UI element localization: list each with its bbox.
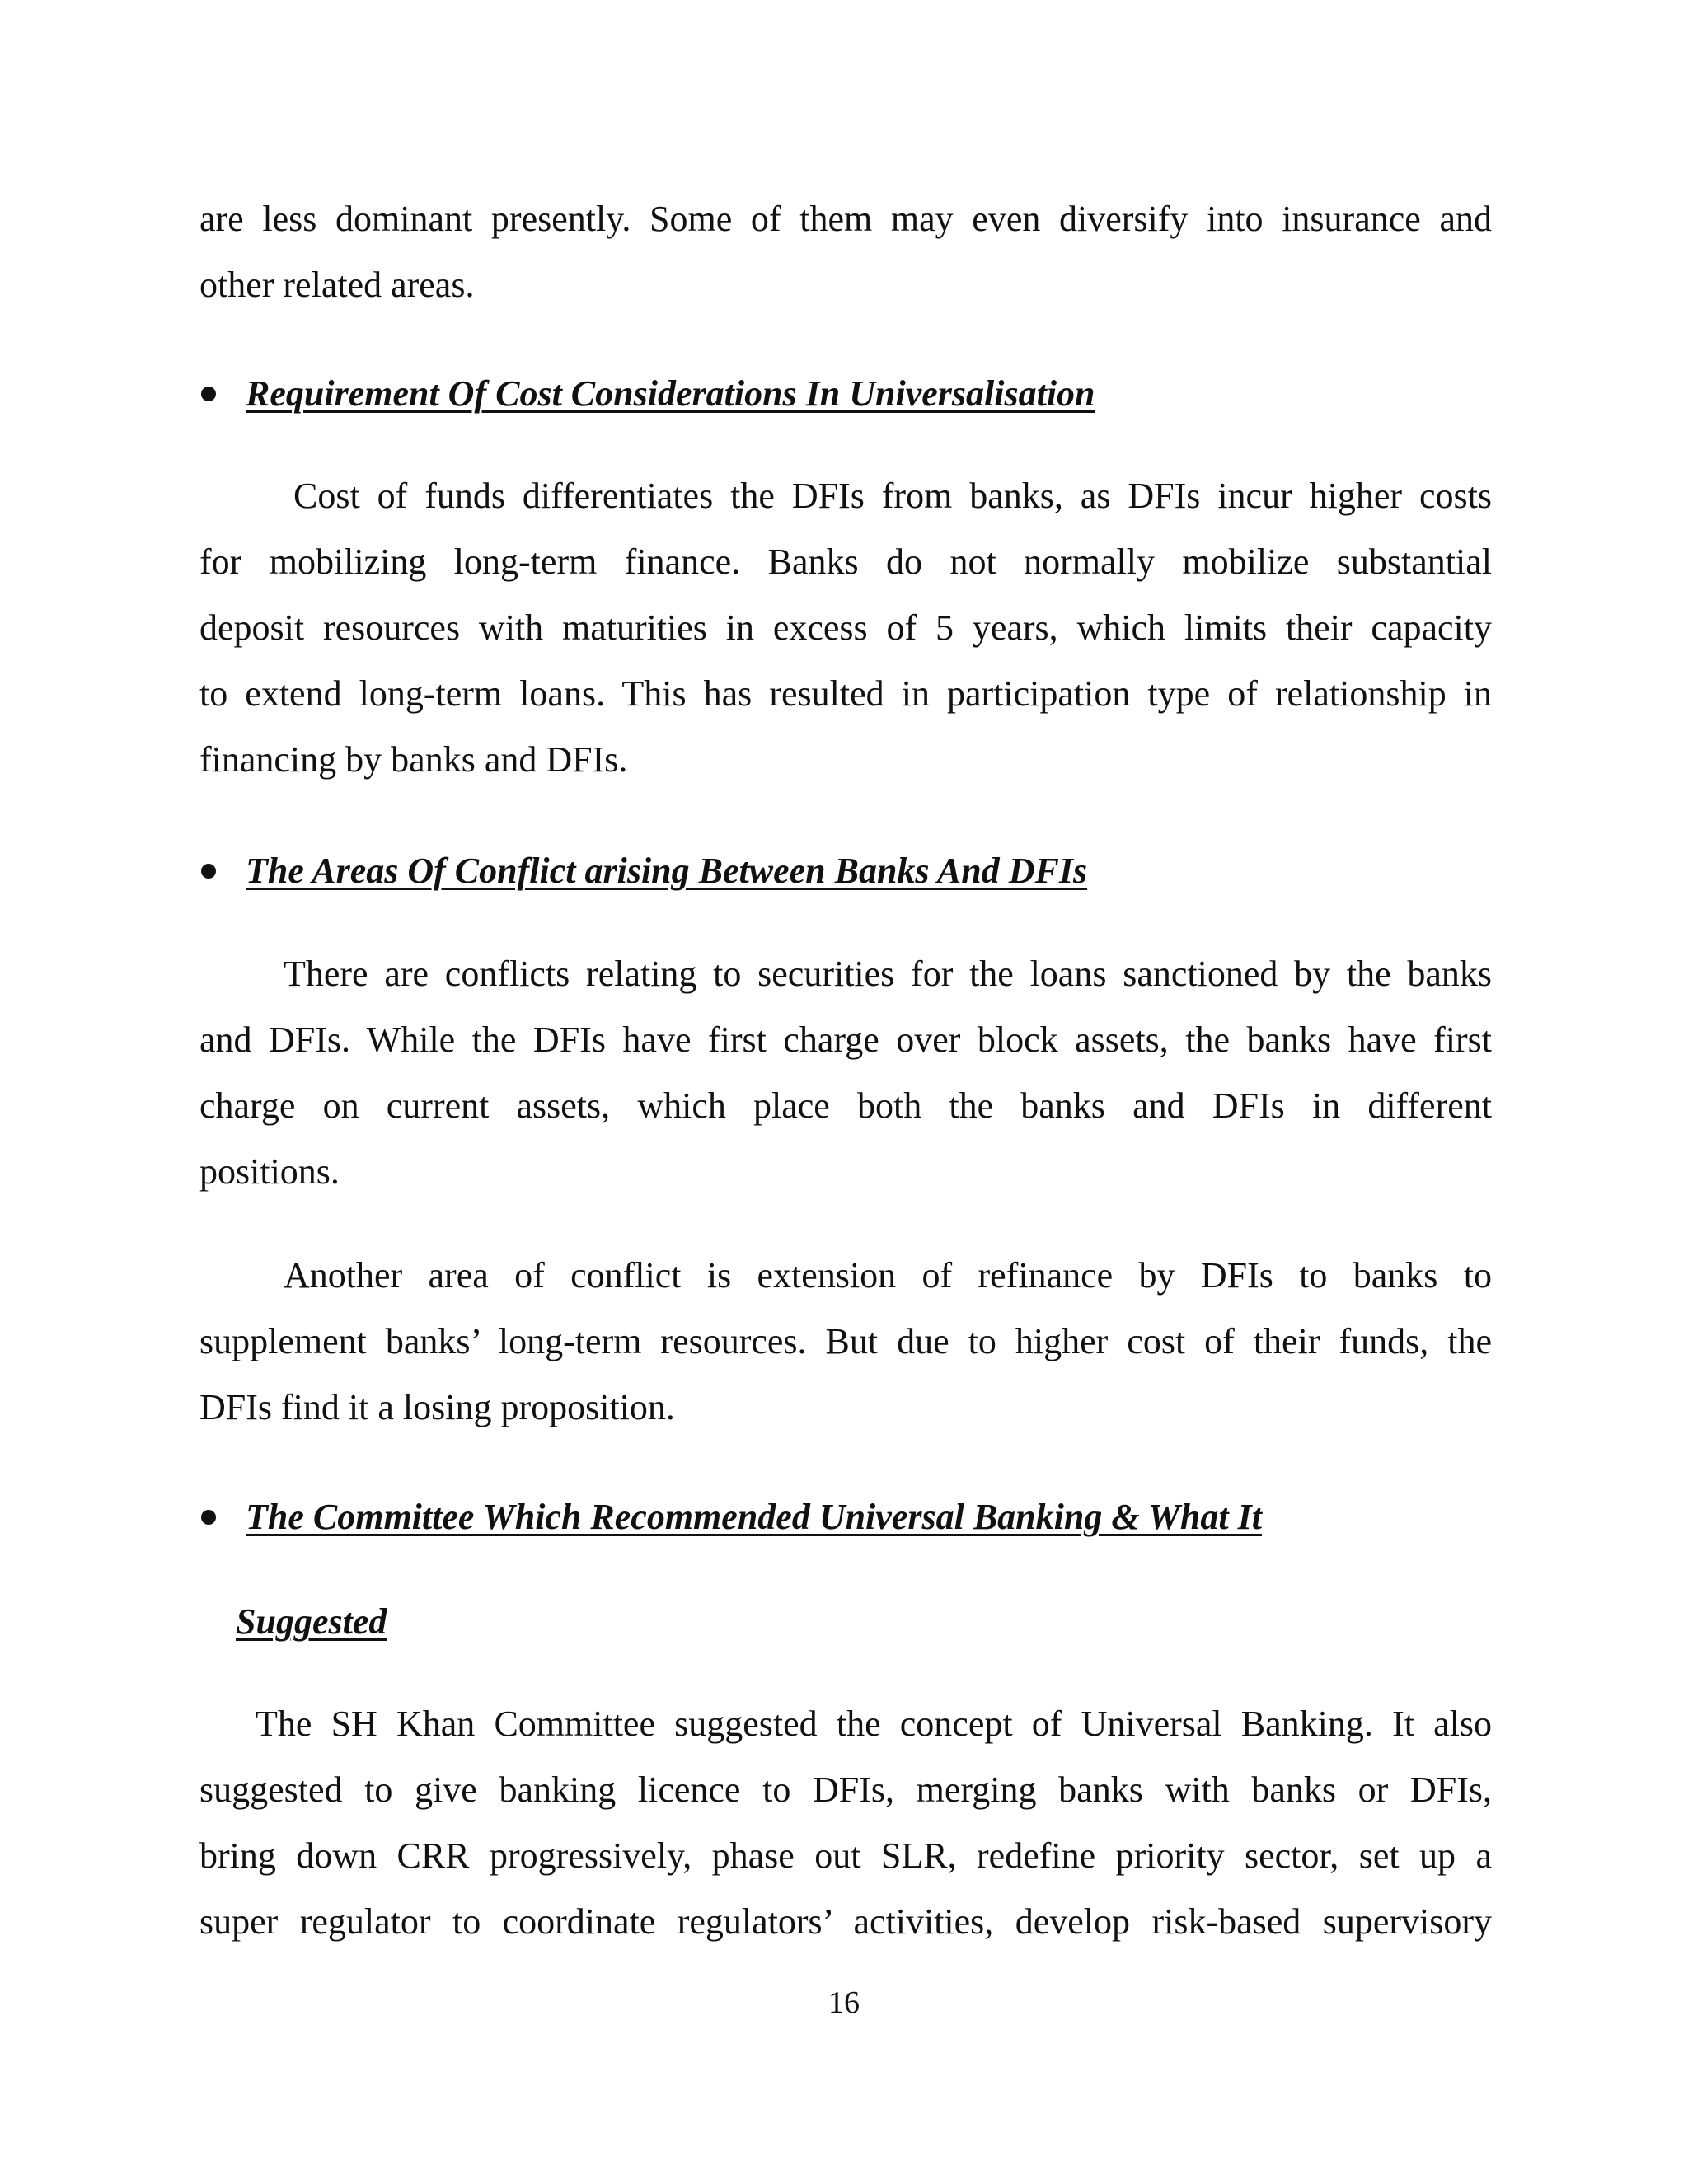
intro-line: are less dominant presently. Some of them may even diversify into insurance and: [199, 199, 1492, 239]
paragraph-line: positions.: [199, 1151, 340, 1192]
paragraph-line: There are conflicts relating to securities for the loans sanctioned by the banks: [284, 954, 1492, 994]
paragraph-line: super regulator to coordinate regulators’ activities, develop risk-based supervisory: [199, 1901, 1492, 1942]
bullet-icon: [201, 387, 216, 401]
paragraph-line: financing by banks and DFIs.: [199, 739, 628, 780]
paragraph-line: supplement banks’ long-term resources. But due to higher cost of their funds, the: [199, 1321, 1492, 1361]
paragraph-line: to extend long-term loans. This has resulted in participation type of relationship in: [199, 673, 1492, 714]
paragraph-line: Another area of conflict is extension of refinance by DFIs to banks to: [284, 1255, 1492, 1296]
section-heading: The Areas Of Conflict arising Between Banks And DFIs: [246, 851, 1088, 891]
paragraph-line: Cost of funds differentiates the DFIs from banks, as DFIs incur higher costs: [293, 476, 1492, 516]
section-heading: Requirement Of Cost Considerations In Universalisation: [246, 373, 1095, 414]
bullet-icon: [201, 864, 216, 879]
bullet-icon: [201, 1510, 216, 1525]
paragraph-line: and DFIs. While the DFIs have first charge over block assets, the banks have first: [199, 1019, 1492, 1060]
section-heading-continuation: Suggested: [236, 1601, 387, 1642]
paragraph-line: for mobilizing long-term finance. Banks do not normally mobilize substantial: [199, 541, 1492, 582]
page-number: 16: [828, 1985, 860, 2020]
section-heading: The Committee Which Recommended Universal Banking & What It: [246, 1497, 1262, 1537]
paragraph-line: deposit resources with maturities in excess of 5 years, which limits their capacity: [199, 607, 1492, 648]
paragraph-line: bring down CRR progressively, phase out SLR, redefine priority sector, set up a: [199, 1835, 1492, 1876]
intro-line: other related areas.: [199, 265, 475, 305]
paragraph-line: suggested to give banking licence to DFIs, merging banks with banks or DFIs,: [199, 1769, 1492, 1810]
paragraph-line: charge on current assets, which place both the banks and DFIs in different: [199, 1085, 1492, 1126]
paragraph-line: DFIs find it a losing proposition.: [199, 1387, 675, 1427]
paragraph-line: The SH Khan Committee suggested the concept of Universal Banking. It also: [256, 1704, 1492, 1744]
